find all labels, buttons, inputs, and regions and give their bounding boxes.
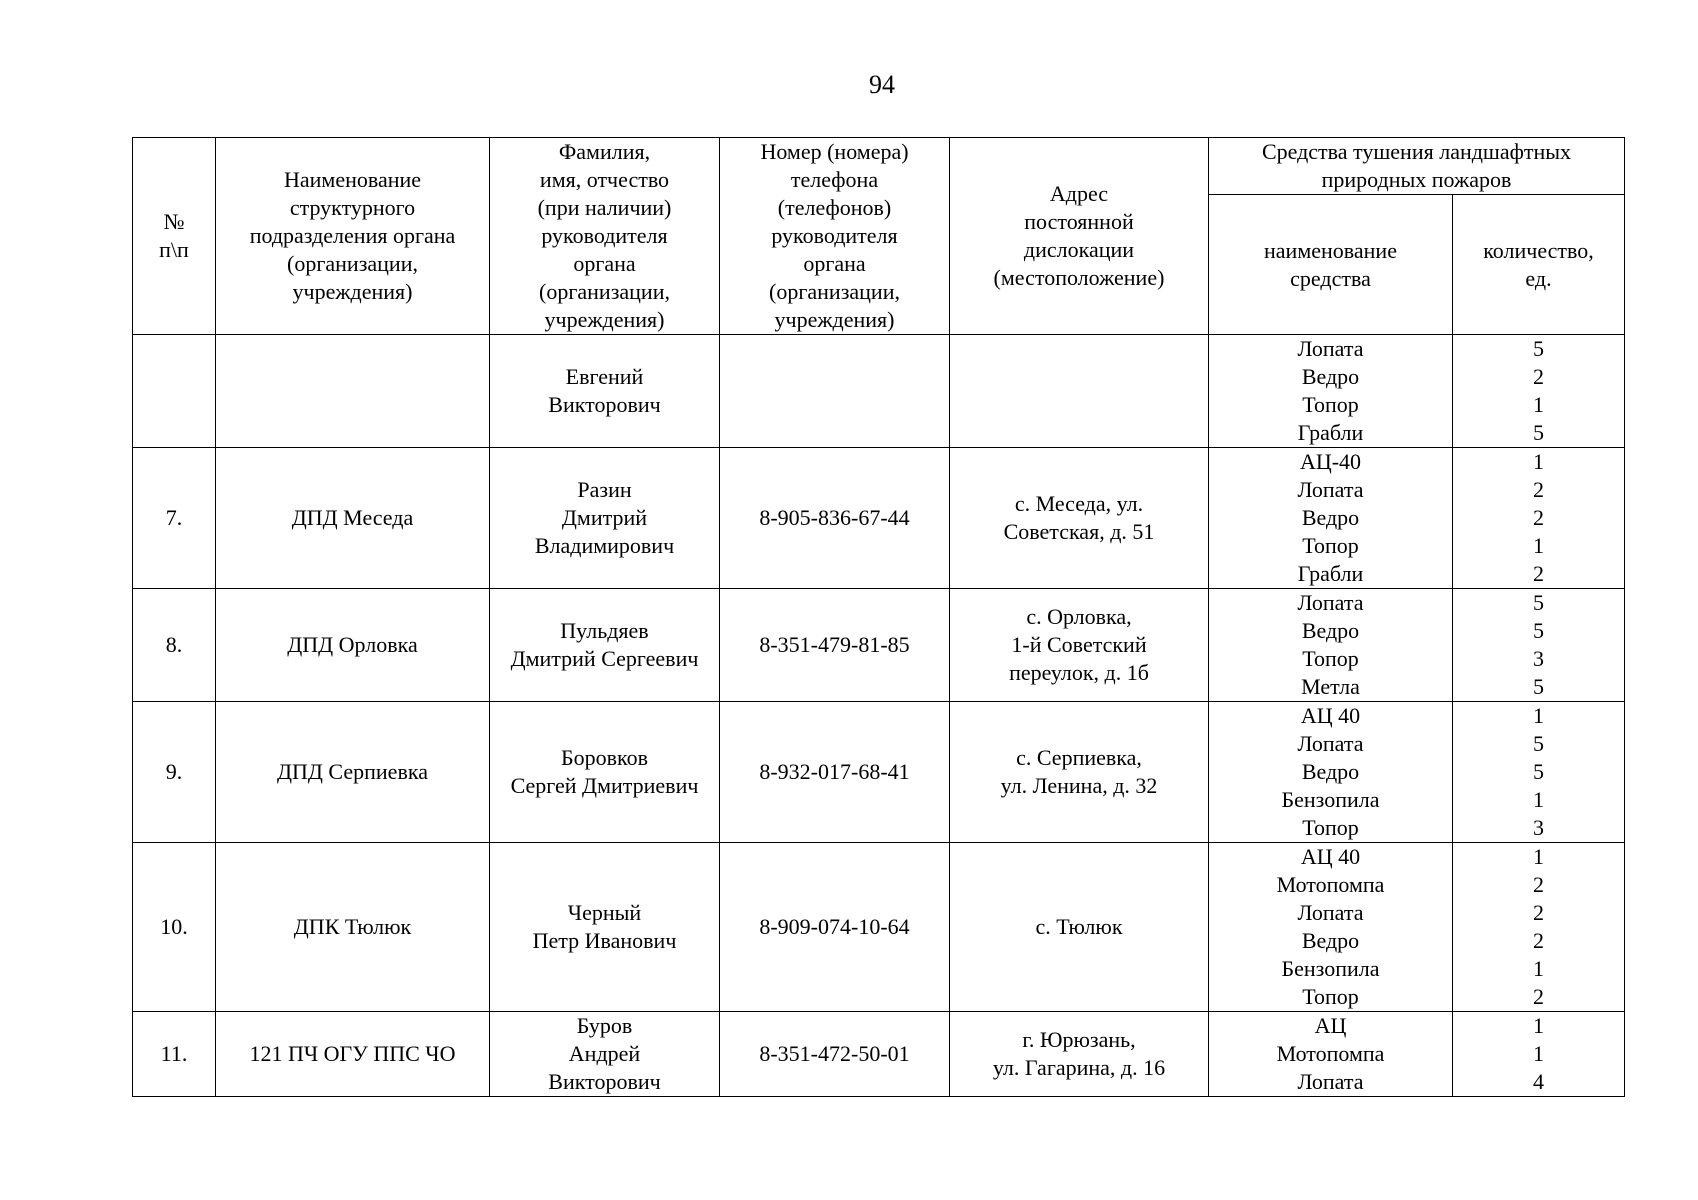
means-item-name: Мотопомпа: [1276, 872, 1385, 897]
means-item-name: Ведро: [1301, 759, 1360, 784]
means-item-qty: 1: [1533, 787, 1544, 812]
means-item-qty: 5: [1533, 336, 1544, 361]
row-phone: 8-932-017-68-41: [720, 702, 950, 843]
means-item-qty: 1: [1533, 703, 1544, 728]
row-means-qty: [1453, 448, 1625, 589]
means-item-name: Ведро: [1301, 505, 1360, 530]
means-item-qty: 4: [1533, 1069, 1544, 1094]
row-means-qty: [1453, 1012, 1625, 1097]
row-phone: 8-909-074-10-64: [720, 843, 950, 1012]
row-head-name: Буров Андрей Викторович: [490, 1012, 720, 1097]
row-means-qty: [1453, 702, 1625, 843]
means-item-qty: 5: [1533, 420, 1544, 445]
means-item-qty: 2: [1533, 364, 1544, 389]
table-row: [133, 335, 1625, 448]
means-item-name: Лопата: [1297, 590, 1364, 615]
row-head-name: Разин Дмитрий Владимирович: [490, 448, 720, 589]
means-item-name: Метла: [1301, 674, 1360, 699]
row-unit: ДПД Орловка: [216, 589, 490, 702]
fire-equipment-table: [132, 137, 1625, 1097]
header-phone: Номер (номера) телефона (телефонов) руководителя органа (организации, учреждения): [720, 138, 950, 335]
table-body: [133, 335, 1625, 1097]
row-num: 11.: [133, 1012, 216, 1097]
row-address: с. Орловка, 1-й Советский переулок, д. 1б: [950, 589, 1209, 702]
means-item-name: Топор: [1302, 815, 1359, 840]
row-means-names: [1209, 335, 1453, 448]
means-item-name: АЦ 40: [1300, 703, 1361, 728]
row-unit: [216, 335, 490, 448]
means-item-name: Лопата: [1297, 336, 1364, 361]
row-num: 7.: [133, 448, 216, 589]
means-item-qty: 1: [1533, 449, 1544, 474]
means-item-name: Топор: [1302, 984, 1359, 1009]
row-address: [950, 335, 1209, 448]
row-phone: 8-351-479-81-85: [720, 589, 950, 702]
means-item-qty: 1: [1533, 533, 1544, 558]
means-item-qty: 1: [1533, 392, 1544, 417]
means-item-name: Грабли: [1297, 561, 1364, 586]
table-row: [133, 589, 1625, 702]
means-item-qty: 3: [1533, 646, 1544, 671]
means-item-name: АЦ 40: [1300, 844, 1361, 869]
row-head-name: Боровков Сергей Дмитриевич: [490, 702, 720, 843]
means-item-qty: 1: [1533, 1041, 1544, 1066]
row-means-names: [1209, 1012, 1453, 1097]
means-item-name: Мотопомпа: [1276, 1041, 1385, 1066]
row-num: 8.: [133, 589, 216, 702]
header-head-name: Фамилия, имя, отчество (при наличии) руководителя органа (организации, учреждения): [490, 138, 720, 335]
means-item-name: Топор: [1302, 392, 1359, 417]
means-item-name: Лопата: [1297, 477, 1364, 502]
means-item-qty: 5: [1533, 759, 1544, 784]
row-head-name: Евгений Викторович: [490, 335, 720, 448]
header-means-group: Средства тушения ландшафтных природных пожаров: [1209, 138, 1625, 195]
means-item-qty: 1: [1533, 844, 1544, 869]
means-item-qty: 3: [1533, 815, 1544, 840]
row-unit: 121 ПЧ ОГУ ППС ЧО: [216, 1012, 490, 1097]
row-num: [133, 335, 216, 448]
page-number: 94: [869, 70, 895, 99]
table-row: [133, 1012, 1625, 1097]
means-item-qty: 1: [1533, 956, 1544, 981]
row-num: 10.: [133, 843, 216, 1012]
row-address: с. Меседа, ул. Советская, д. 51: [950, 448, 1209, 589]
means-item-name: Грабли: [1297, 420, 1364, 445]
row-unit: ДПК Тюлюк: [216, 843, 490, 1012]
row-means-names: [1209, 702, 1453, 843]
row-address: с. Серпиевка, ул. Ленина, д. 32: [950, 702, 1209, 843]
row-means-qty: [1453, 843, 1625, 1012]
row-head-name: Черный Петр Иванович: [490, 843, 720, 1012]
means-item-qty: 5: [1533, 590, 1544, 615]
row-address: с. Тюлюк: [950, 843, 1209, 1012]
means-item-qty: 2: [1533, 477, 1544, 502]
header-num: № п\п: [133, 138, 216, 335]
row-means-names: [1209, 843, 1453, 1012]
means-item-name: Лопата: [1297, 731, 1364, 756]
means-item-name: Ведро: [1301, 618, 1360, 643]
header-unit: Наименование структурного подразделения органа (организации, учреждения): [216, 138, 490, 335]
means-item-name: АЦ-40: [1299, 449, 1362, 474]
means-item-name: Бензопила: [1281, 956, 1380, 981]
row-means-names: [1209, 448, 1453, 589]
means-item-name: АЦ: [1314, 1013, 1347, 1038]
means-item-name: Топор: [1302, 646, 1359, 671]
means-item-qty: 2: [1533, 900, 1544, 925]
table-row: [133, 843, 1625, 1012]
header-means-name: наименование средства: [1209, 195, 1453, 335]
row-num: 9.: [133, 702, 216, 843]
means-item-name: Бензопила: [1281, 787, 1380, 812]
row-phone: [720, 335, 950, 448]
means-item-name: Ведро: [1301, 928, 1360, 953]
table-row: [133, 448, 1625, 589]
means-item-qty: 2: [1533, 505, 1544, 530]
means-item-qty: 2: [1533, 561, 1544, 586]
means-item-name: Ведро: [1301, 364, 1360, 389]
table-row: [133, 702, 1625, 843]
means-item-qty: 2: [1533, 928, 1544, 953]
means-item-qty: 5: [1533, 731, 1544, 756]
means-item-qty: 1: [1533, 1013, 1544, 1038]
row-address: г. Юрюзань, ул. Гагарина, д. 16: [950, 1012, 1209, 1097]
means-item-name: Лопата: [1297, 900, 1364, 925]
row-means-qty: [1453, 589, 1625, 702]
means-item-name: Лопата: [1297, 1069, 1364, 1094]
means-item-qty: 2: [1533, 984, 1544, 1009]
means-item-qty: 5: [1533, 618, 1544, 643]
means-item-qty: 2: [1533, 872, 1544, 897]
means-item-name: Топор: [1302, 533, 1359, 558]
row-unit: ДПД Меседа: [216, 448, 490, 589]
header-means-qty: количество, ед.: [1453, 195, 1625, 335]
row-phone: 8-351-472-50-01: [720, 1012, 950, 1097]
row-means-names: [1209, 589, 1453, 702]
row-means-qty: [1453, 335, 1625, 448]
means-item-qty: 5: [1533, 674, 1544, 699]
row-head-name: Пульдяев Дмитрий Сергеевич: [490, 589, 720, 702]
header-address: Адрес постоянной дислокации (местоположение): [950, 138, 1209, 335]
row-unit: ДПД Серпиевка: [216, 702, 490, 843]
row-phone: 8-905-836-67-44: [720, 448, 950, 589]
